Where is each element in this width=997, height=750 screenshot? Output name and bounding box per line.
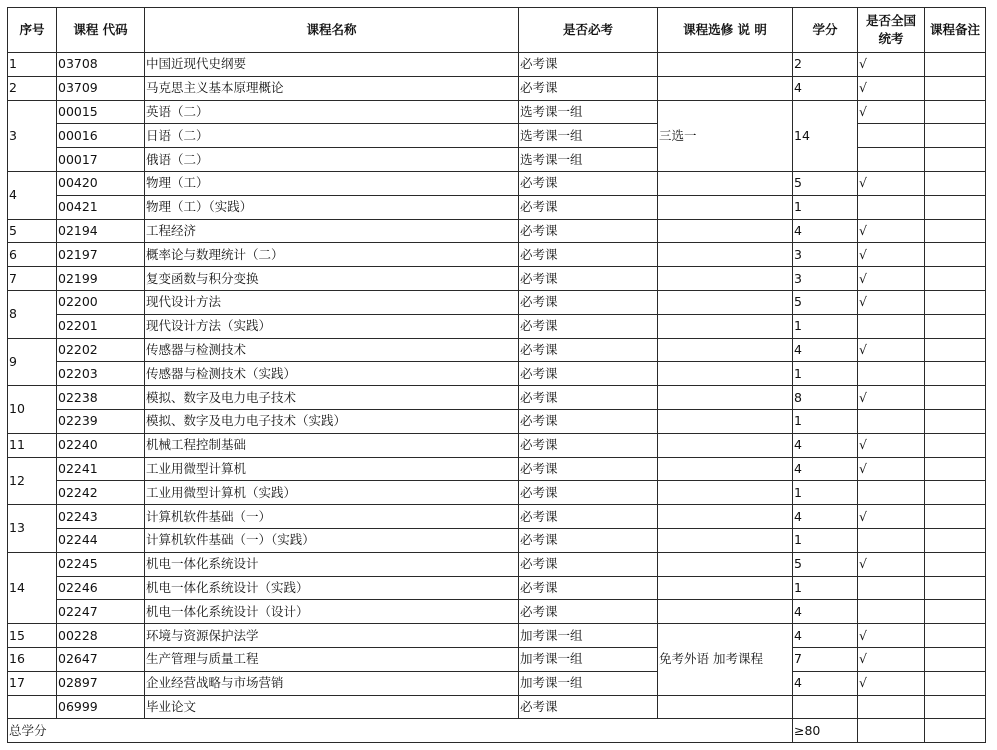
cell-national: √ [858,53,925,77]
cell-seq: 16 [8,647,57,671]
table-row [8,53,986,77]
cell-seq: 14 [8,552,57,623]
cell-code: 02199 [57,267,145,291]
cell-code: 02239 [57,409,145,433]
table-row [8,457,986,481]
cell-credit: 4 [793,671,858,695]
cell-seq: 11 [8,433,57,457]
cell-remark [925,624,986,648]
table-row [8,243,986,267]
cell-national [858,528,925,552]
cell-code: 02245 [57,552,145,576]
cell-national: √ [858,243,925,267]
cell-code: 02246 [57,576,145,600]
cell-code: 02242 [57,481,145,505]
cell-required: 选考课一组 [519,100,658,124]
cell-required: 必考课 [519,457,658,481]
cell-code: 02203 [57,362,145,386]
cell-credit: 1 [793,409,858,433]
cell-national [858,600,925,624]
cell-required: 必考课 [519,552,658,576]
cell-required: 必考课 [519,290,658,314]
header-row [8,8,986,53]
cell-note [658,576,793,600]
cell-code: 02240 [57,433,145,457]
header-code: 课程 代码 [57,8,145,53]
cell-national: √ [858,505,925,529]
table-row [8,647,986,671]
cell-required: 加考课一组 [519,671,658,695]
total-row [8,719,986,743]
cell-credit: 4 [793,76,858,100]
cell-name: 工业用微型计算机（实践） [145,481,519,505]
cell-seq: 17 [8,671,57,695]
cell-code: 02194 [57,219,145,243]
cell-remark [925,124,986,148]
cell-remark [925,53,986,77]
cell-credit: 4 [793,600,858,624]
cell-remark [925,171,986,195]
table-row [8,576,986,600]
cell-credit: 1 [793,528,858,552]
cell-seq: 9 [8,338,57,386]
cell-note [658,171,793,195]
cell-remark [925,481,986,505]
cell-remark [925,433,986,457]
cell-national: √ [858,624,925,648]
cell-name: 机电一体化系统设计（实践） [145,576,519,600]
cell-note [658,53,793,77]
cell-remark [925,505,986,529]
cell-required: 必考课 [519,362,658,386]
header-seq: 序号 [8,8,57,53]
cell-required: 必考课 [519,338,658,362]
cell-seq: 4 [8,171,57,219]
cell-name: 物理（工）（实践） [145,195,519,219]
header-required: 是否必考 [519,8,658,53]
cell-code: 02238 [57,386,145,410]
cell-note [658,386,793,410]
cell-code: 02243 [57,505,145,529]
cell-code: 06999 [57,695,145,719]
table-row [8,386,986,410]
cell-credit: 4 [793,338,858,362]
cell-seq: 3 [8,100,57,171]
cell-credit: 4 [793,624,858,648]
cell-credit: 5 [793,552,858,576]
cell-national: √ [858,457,925,481]
cell-name: 环境与资源保护法学 [145,624,519,648]
cell-name: 机电一体化系统设计（设计） [145,600,519,624]
cell-national: √ [858,76,925,100]
table-row [8,552,986,576]
cell-credit: 1 [793,195,858,219]
cell-name: 传感器与检测技术（实践） [145,362,519,386]
cell-code: 00421 [57,195,145,219]
cell-required: 必考课 [519,195,658,219]
cell-note: 三选一 [658,100,793,171]
cell-remark [925,243,986,267]
cell-required: 必考课 [519,171,658,195]
cell-national [858,719,925,743]
cell-seq: 2 [8,76,57,100]
cell-remark [925,100,986,124]
cell-national [858,195,925,219]
cell-required: 必考课 [519,267,658,291]
cell-code: 00420 [57,171,145,195]
total-label: 总学分 [8,719,793,743]
cell-required: 必考课 [519,528,658,552]
cell-remark [925,647,986,671]
table-row [8,362,986,386]
cell-code: 02244 [57,528,145,552]
cell-name: 传感器与检测技术 [145,338,519,362]
cell-name: 模拟、数字及电力电子技术（实践） [145,409,519,433]
cell-credit: 3 [793,267,858,291]
cell-code: 00016 [57,124,145,148]
cell-required: 加考课一组 [519,624,658,648]
table-row [8,195,986,219]
cell-required: 必考课 [519,53,658,77]
cell-note [658,409,793,433]
cell-code: 00228 [57,624,145,648]
table-row [8,171,986,195]
cell-note [658,695,793,719]
cell-remark [925,267,986,291]
table-row [8,695,986,719]
table-row [8,267,986,291]
header-national: 是否全国统考 [858,8,925,53]
cell-credit: 1 [793,481,858,505]
cell-note [658,552,793,576]
cell-required: 选考课一组 [519,124,658,148]
cell-national [858,124,925,148]
table-row [8,505,986,529]
table-row [8,100,986,124]
cell-code: 02247 [57,600,145,624]
cell-seq: 12 [8,457,57,505]
cell-seq: 15 [8,624,57,648]
cell-code: 02202 [57,338,145,362]
cell-national: √ [858,552,925,576]
cell-remark [925,457,986,481]
cell-credit: 8 [793,386,858,410]
cell-code: 00017 [57,148,145,172]
cell-national: √ [858,171,925,195]
cell-seq [8,695,57,719]
cell-required: 必考课 [519,314,658,338]
cell-required: 选考课一组 [519,148,658,172]
cell-name: 俄语（二） [145,148,519,172]
table-row [8,671,986,695]
cell-name: 工业用微型计算机 [145,457,519,481]
cell-code: 00015 [57,100,145,124]
cell-seq: 5 [8,219,57,243]
cell-name: 英语（二） [145,100,519,124]
cell-required: 加考课一组 [519,647,658,671]
table-row [8,409,986,433]
header-name: 课程名称 [145,8,519,53]
cell-code: 03708 [57,53,145,77]
cell-seq: 10 [8,386,57,434]
cell-name: 日语（二） [145,124,519,148]
curriculum-table [7,7,986,743]
cell-remark [925,290,986,314]
cell-remark [925,148,986,172]
cell-remark [925,576,986,600]
cell-note [658,76,793,100]
cell-code: 02200 [57,290,145,314]
cell-required: 必考课 [519,386,658,410]
cell-national [858,409,925,433]
cell-seq: 7 [8,267,57,291]
cell-note [658,243,793,267]
cell-required: 必考课 [519,76,658,100]
cell-name: 马克思主义基本原理概论 [145,76,519,100]
cell-note [658,290,793,314]
header-note: 课程选修 说 明 [658,8,793,53]
cell-remark [925,195,986,219]
cell-name: 机电一体化系统设计 [145,552,519,576]
header-credit: 学分 [793,8,858,53]
cell-credit: 4 [793,433,858,457]
cell-code: 02241 [57,457,145,481]
cell-seq: 13 [8,505,57,553]
cell-remark [925,314,986,338]
cell-name: 中国近现代史纲要 [145,53,519,77]
table-row [8,624,986,648]
table-row [8,528,986,552]
cell-name: 概率论与数理统计（二） [145,243,519,267]
cell-code: 02201 [57,314,145,338]
cell-credit: 1 [793,362,858,386]
cell-national: √ [858,290,925,314]
cell-national [858,481,925,505]
cell-credit: 4 [793,505,858,529]
cell-remark [925,528,986,552]
cell-required: 必考课 [519,695,658,719]
total-credit: ≥80 [793,719,858,743]
cell-credit: 5 [793,171,858,195]
cell-credit: 4 [793,457,858,481]
cell-national: √ [858,219,925,243]
cell-required: 必考课 [519,576,658,600]
cell-remark [925,362,986,386]
cell-note [658,267,793,291]
cell-credit: 14 [793,100,858,171]
cell-credit: 2 [793,53,858,77]
cell-national: √ [858,267,925,291]
cell-code: 03709 [57,76,145,100]
cell-required: 必考课 [519,243,658,267]
table-row [8,338,986,362]
cell-national: √ [858,433,925,457]
table-row [8,219,986,243]
cell-name: 现代设计方法（实践） [145,314,519,338]
cell-note [658,457,793,481]
header-remark: 课程备注 [925,8,986,53]
cell-remark [925,719,986,743]
cell-credit: 4 [793,219,858,243]
cell-name: 企业经营战略与市场营销 [145,671,519,695]
cell-remark [925,552,986,576]
cell-note [658,528,793,552]
table-row [8,290,986,314]
cell-national: √ [858,386,925,410]
cell-note [658,505,793,529]
cell-seq: 6 [8,243,57,267]
cell-name: 生产管理与质量工程 [145,647,519,671]
cell-required: 必考课 [519,433,658,457]
table-row [8,433,986,457]
cell-name: 计算机软件基础（一） [145,505,519,529]
cell-national: √ [858,100,925,124]
cell-note [658,219,793,243]
cell-required: 必考课 [519,219,658,243]
cell-note [658,433,793,457]
cell-remark [925,409,986,433]
cell-national: √ [858,338,925,362]
cell-national: √ [858,671,925,695]
cell-seq: 1 [8,53,57,77]
cell-code: 02897 [57,671,145,695]
cell-name: 计算机软件基础（一）（实践） [145,528,519,552]
cell-note [658,314,793,338]
cell-code: 02647 [57,647,145,671]
cell-name: 复变函数与积分变换 [145,267,519,291]
cell-national [858,576,925,600]
cell-note: 免考外语 加考课程 [658,624,793,695]
cell-credit: 3 [793,243,858,267]
cell-remark [925,338,986,362]
cell-note [658,338,793,362]
cell-national [858,362,925,386]
cell-credit [793,695,858,719]
cell-required: 必考课 [519,481,658,505]
cell-name: 工程经济 [145,219,519,243]
table-row [8,76,986,100]
cell-note [658,481,793,505]
cell-credit: 1 [793,576,858,600]
table-row [8,600,986,624]
cell-note [658,195,793,219]
cell-national [858,148,925,172]
cell-credit: 7 [793,647,858,671]
cell-required: 必考课 [519,600,658,624]
cell-note [658,362,793,386]
cell-remark [925,695,986,719]
cell-name: 物理（工） [145,171,519,195]
cell-credit: 5 [793,290,858,314]
cell-national [858,314,925,338]
cell-national [858,695,925,719]
cell-note [658,600,793,624]
cell-remark [925,671,986,695]
cell-name: 现代设计方法 [145,290,519,314]
cell-name: 模拟、数字及电力电子技术 [145,386,519,410]
cell-code: 02197 [57,243,145,267]
table-row [8,481,986,505]
cell-name: 机械工程控制基础 [145,433,519,457]
cell-remark [925,76,986,100]
table-row [8,314,986,338]
cell-name: 毕业论文 [145,695,519,719]
cell-credit: 1 [793,314,858,338]
cell-remark [925,219,986,243]
cell-remark [925,386,986,410]
cell-required: 必考课 [519,409,658,433]
cell-seq: 8 [8,290,57,338]
cell-required: 必考课 [519,505,658,529]
cell-remark [925,600,986,624]
cell-national: √ [858,647,925,671]
